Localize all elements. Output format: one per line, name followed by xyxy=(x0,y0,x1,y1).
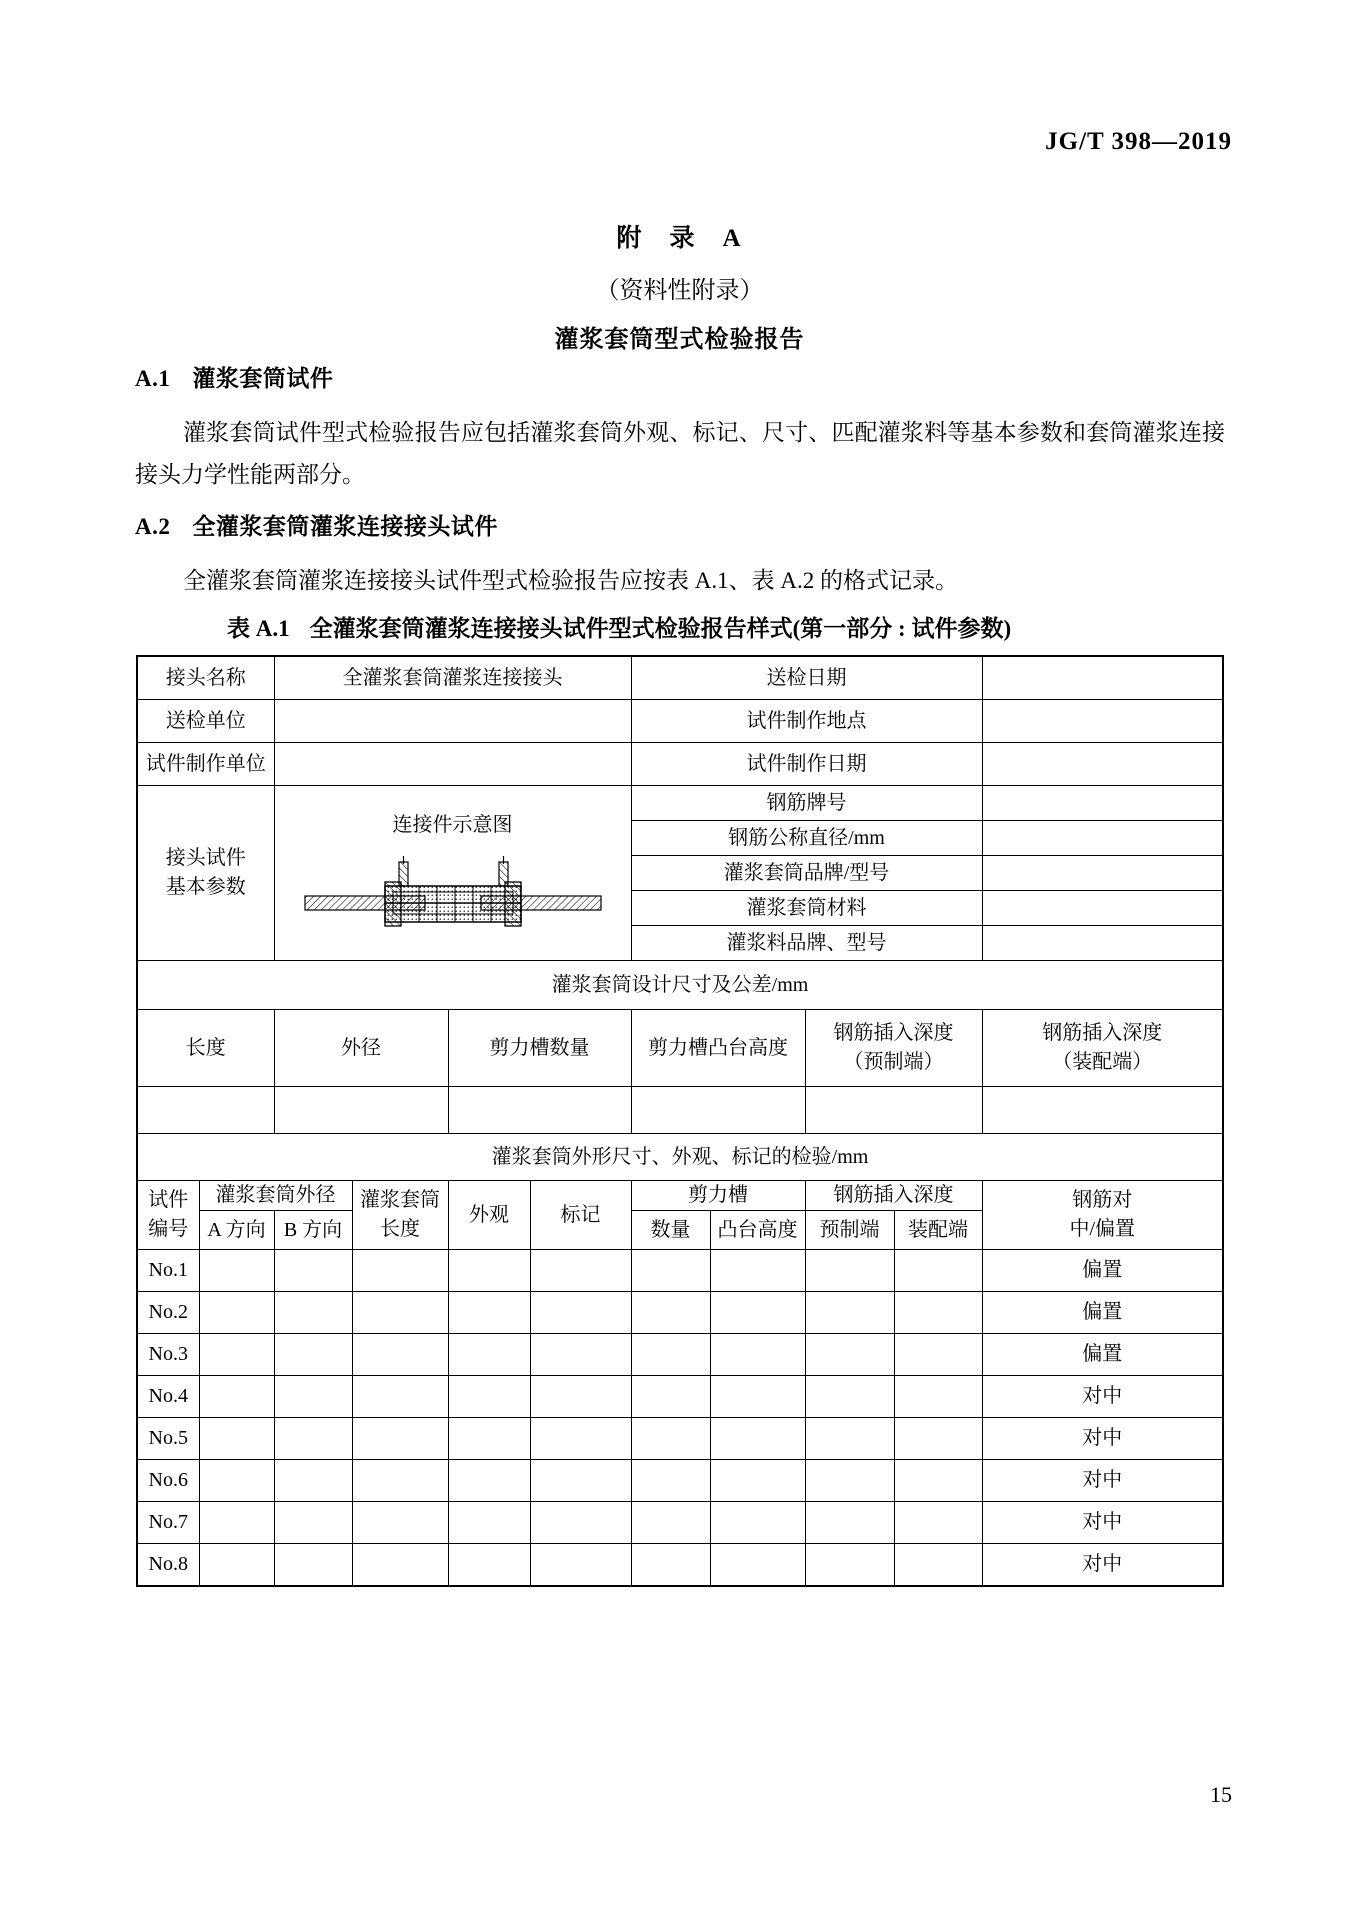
header-insert-depth-precast: 预制端 xyxy=(805,1211,894,1250)
specimen-cell-groove-count[interactable] xyxy=(631,1334,710,1376)
label-sleeve-brand-model: 灌浆套筒品牌/型号 xyxy=(631,856,982,891)
specimen-cell-length[interactable] xyxy=(352,1376,448,1418)
header-design-gc-l1: 剪力槽数量 xyxy=(489,1036,590,1059)
header-design-idp-l1: 钢筋插入深度 xyxy=(833,1022,954,1044)
specimen-cell-assembly[interactable] xyxy=(894,1544,982,1587)
header-design-od-l1: 外径 xyxy=(341,1036,381,1059)
specimen-id: No.2 xyxy=(137,1292,199,1334)
label-rebar-nominal-diameter: 钢筋公称直径/mm xyxy=(631,821,982,856)
page-number: 15 xyxy=(1210,1782,1232,1807)
specimen-cell-od-b[interactable] xyxy=(274,1544,352,1587)
value-fabrication-date[interactable] xyxy=(982,743,1223,786)
specimen-cell-od-a[interactable] xyxy=(199,1544,274,1587)
specimen-cell-groove-count[interactable] xyxy=(631,1292,710,1334)
specimen-cell-assembly[interactable] xyxy=(894,1460,982,1502)
value-submitting-unit[interactable] xyxy=(274,700,631,743)
specimen-cell-groove-height[interactable] xyxy=(710,1376,805,1418)
specimen-cell-groove-height[interactable] xyxy=(710,1334,805,1376)
value-grout-brand-model[interactable] xyxy=(982,926,1223,961)
specimen-cell-od-b[interactable] xyxy=(274,1292,352,1334)
specimen-cell-assembly[interactable] xyxy=(894,1334,982,1376)
specimen-cell-groove-count[interactable] xyxy=(631,1250,710,1292)
specimen-cell-length[interactable] xyxy=(352,1292,448,1334)
header-design-ida-l2: （装配端） xyxy=(1052,1051,1153,1073)
header-shear-groove-count: 数量 xyxy=(631,1211,710,1250)
specimen-cell-od-b[interactable] xyxy=(274,1460,352,1502)
header-outer-diameter-b: B 方向 xyxy=(274,1211,352,1250)
specimen-cell-assembly[interactable] xyxy=(894,1418,982,1460)
specimen-cell-groove-count[interactable] xyxy=(631,1502,710,1544)
specimen-cell-precast[interactable] xyxy=(805,1460,894,1502)
value-fabrication-place[interactable] xyxy=(982,700,1223,743)
label-fabrication-unit: 试件制作单位 xyxy=(137,743,274,786)
specimen-cell-appearance[interactable] xyxy=(448,1376,530,1418)
specimen-cell-groove-count[interactable] xyxy=(631,1544,710,1587)
specimen-cell-alignment: 对中 xyxy=(982,1376,1223,1418)
table-row-specimen xyxy=(137,1250,1223,1292)
specimen-cell-length[interactable] xyxy=(352,1502,448,1544)
specimen-cell-od-a[interactable] xyxy=(199,1250,274,1292)
table-caption-text: 全灌浆套筒灌浆连接接头试件型式检验报告样式(第一部分 : 试件参数) xyxy=(309,616,1012,641)
specimen-id: No.1 xyxy=(137,1250,199,1292)
specimen-rows-body xyxy=(137,1250,1223,1587)
specimen-cell-od-b[interactable] xyxy=(274,1376,352,1418)
specimen-cell-marking[interactable] xyxy=(530,1250,631,1292)
table-row-specimen xyxy=(137,1292,1223,1334)
specimen-cell-groove-height[interactable] xyxy=(710,1460,805,1502)
header-rebar-alignment-l2: 中/偏置 xyxy=(1069,1218,1136,1240)
specimen-cell-appearance[interactable] xyxy=(448,1334,530,1376)
specimen-cell-alignment: 对中 xyxy=(982,1418,1223,1460)
table-caption xyxy=(227,610,1011,643)
header-sleeve-length-l2: 长度 xyxy=(380,1218,420,1240)
header-sleeve-length xyxy=(352,1181,448,1250)
specimen-cell-precast[interactable] xyxy=(805,1418,894,1460)
header-insert-depth-group: 钢筋插入深度 xyxy=(805,1181,982,1211)
table-row-specimen xyxy=(137,1376,1223,1418)
header-outer-diameter-a: A 方向 xyxy=(199,1211,274,1250)
specimen-id: No.6 xyxy=(137,1460,199,1502)
value-sleeve-brand-model[interactable] xyxy=(982,856,1223,891)
header-design-idp-l2: （预制端） xyxy=(843,1051,944,1073)
value-fabrication-unit[interactable] xyxy=(274,743,631,786)
specimen-cell-marking[interactable] xyxy=(530,1376,631,1418)
value-design-outer-diameter[interactable] xyxy=(274,1087,448,1134)
report-form-table xyxy=(136,655,1224,1587)
table-row-specimen xyxy=(137,1502,1223,1544)
value-rebar-nominal-diameter[interactable] xyxy=(982,821,1223,856)
header-sleeve-length-l1: 灌浆套筒 xyxy=(360,1189,440,1211)
header-design-insert-depth-assembly xyxy=(982,1010,1223,1087)
header-specimen-id-l2: 编号 xyxy=(148,1218,189,1240)
specimen-cell-marking[interactable] xyxy=(530,1460,631,1502)
specimen-cell-length[interactable] xyxy=(352,1460,448,1502)
header-design-groove-count xyxy=(448,1010,631,1087)
specimen-cell-alignment: 偏置 xyxy=(982,1334,1223,1376)
header-specimen-id-l1: 试件 xyxy=(148,1189,189,1211)
header-design-length-l1: 长度 xyxy=(185,1036,226,1059)
header-insert-depth-assembly: 装配端 xyxy=(894,1211,982,1250)
annex-title-prefix: 附 xyxy=(616,225,644,252)
header-rebar-alignment-l1: 钢筋对 xyxy=(1072,1189,1133,1211)
specimen-cell-appearance[interactable] xyxy=(448,1418,530,1460)
clause-number-a1: A.1 xyxy=(135,366,171,391)
standard-number-header: JG/T 398—2019 xyxy=(1045,128,1232,155)
specimen-cell-od-a[interactable] xyxy=(199,1292,274,1334)
header-design-groove-height xyxy=(631,1010,805,1087)
table-row-design-values xyxy=(137,1087,1223,1134)
specimen-cell-groove-height[interactable] xyxy=(710,1544,805,1587)
specimen-cell-od-a[interactable] xyxy=(199,1460,274,1502)
specimen-cell-alignment: 偏置 xyxy=(982,1292,1223,1334)
header-design-insert-depth-precast xyxy=(805,1010,982,1087)
header-design-gh-l1: 剪力槽凸台高度 xyxy=(648,1036,788,1059)
specimen-cell-alignment: 偏置 xyxy=(982,1250,1223,1292)
clause-title-a1: 灌浆套筒试件 xyxy=(192,366,334,391)
label-grout-brand-model: 灌浆料品牌、型号 xyxy=(631,926,982,961)
label-basic-params-line1: 接头试件 xyxy=(165,847,246,869)
table-row-specimen xyxy=(137,1334,1223,1376)
specimen-cell-assembly[interactable] xyxy=(894,1376,982,1418)
clause-paragraph-a2: 全灌浆套筒灌浆连接接头试件型式检验报告应按表 A.1、表 A.2 的格式记录。 xyxy=(183,568,958,593)
value-design-insert-depth-precast[interactable] xyxy=(805,1087,982,1134)
header-design-ida-l1: 钢筋插入深度 xyxy=(1042,1022,1163,1044)
specimen-cell-od-a[interactable] xyxy=(199,1334,274,1376)
header-shear-groove-group: 剪力槽 xyxy=(631,1181,805,1211)
label-basic-params xyxy=(137,786,274,961)
table-row-design-band xyxy=(137,961,1223,1010)
header-outer-diameter-group: 灌浆套筒外径 xyxy=(199,1181,352,1211)
label-submission-date: 送检日期 xyxy=(631,656,982,700)
specimen-cell-groove-height[interactable] xyxy=(710,1250,805,1292)
header-shear-groove-height: 凸台高度 xyxy=(710,1211,805,1250)
table-row-basic-param-1 xyxy=(137,786,1223,821)
report-form-table-wrapper xyxy=(136,655,1222,1587)
specimen-cell-alignment: 对中 xyxy=(982,1544,1223,1587)
table-row-specimen xyxy=(137,1418,1223,1460)
value-rebar-grade[interactable] xyxy=(982,786,1223,821)
specimen-id: No.5 xyxy=(137,1418,199,1460)
specimen-cell-assembly[interactable] xyxy=(894,1502,982,1544)
value-joint-name[interactable]: 全灌浆套筒灌浆连接接头 xyxy=(274,656,631,700)
specimen-cell-alignment: 对中 xyxy=(982,1502,1223,1544)
label-submitting-unit: 送检单位 xyxy=(137,700,274,743)
specimen-cell-precast[interactable] xyxy=(805,1544,894,1587)
table-caption-number: 表 A.1 xyxy=(227,616,290,641)
specimen-cell-od-a[interactable] xyxy=(199,1418,274,1460)
specimen-id: No.3 xyxy=(137,1334,199,1376)
specimen-cell-od-b[interactable] xyxy=(274,1418,352,1460)
specimen-cell-groove-height[interactable] xyxy=(710,1502,805,1544)
table-row-inspection-band xyxy=(137,1134,1223,1181)
table-row-specimen xyxy=(137,1544,1223,1587)
specimen-cell-od-a[interactable] xyxy=(199,1502,274,1544)
grouted-sleeve-connector-icon xyxy=(303,850,603,936)
specimen-cell-od-a[interactable] xyxy=(199,1376,274,1418)
specimen-cell-length[interactable] xyxy=(352,1250,448,1292)
specimen-id: No.7 xyxy=(137,1502,199,1544)
header-rebar-alignment xyxy=(982,1181,1223,1250)
annex-title-letter: A xyxy=(722,225,743,252)
annex-report-name: 灌浆套筒型式检验报告 xyxy=(554,327,805,353)
specimen-cell-marking[interactable] xyxy=(530,1544,631,1587)
specimen-cell-precast[interactable] xyxy=(805,1334,894,1376)
specimen-cell-od-b[interactable] xyxy=(274,1502,352,1544)
annex-subtitle: （资料性附录） xyxy=(595,278,764,304)
diagram-caption: 连接件示意图 xyxy=(392,813,513,836)
header-design-outer-diameter xyxy=(274,1010,448,1087)
table-row-design-headers xyxy=(137,1010,1223,1087)
value-submission-date[interactable] xyxy=(982,656,1223,700)
specimen-cell-length[interactable] xyxy=(352,1544,448,1587)
specimen-cell-length[interactable] xyxy=(352,1334,448,1376)
table-row-inspection-header-1 xyxy=(137,1181,1223,1211)
clause-heading-a2 xyxy=(135,508,498,541)
label-fabrication-place: 试件制作地点 xyxy=(631,700,982,743)
specimen-cell-appearance[interactable] xyxy=(448,1544,530,1587)
specimen-cell-alignment: 对中 xyxy=(982,1460,1223,1502)
specimen-cell-precast[interactable] xyxy=(805,1376,894,1418)
label-basic-params-line2: 基本参数 xyxy=(165,876,246,898)
value-design-insert-depth-assembly[interactable] xyxy=(982,1087,1223,1134)
specimen-cell-od-b[interactable] xyxy=(274,1334,352,1376)
label-fabrication-date: 试件制作日期 xyxy=(631,743,982,786)
specimen-cell-length[interactable] xyxy=(352,1418,448,1460)
label-joint-name: 接头名称 xyxy=(137,656,274,700)
value-design-groove-count[interactable] xyxy=(448,1087,631,1134)
specimen-cell-groove-count[interactable] xyxy=(631,1376,710,1418)
specimen-cell-groove-count[interactable] xyxy=(631,1418,710,1460)
label-sleeve-material: 灌浆套筒材料 xyxy=(631,891,982,926)
connector-schematic-cell xyxy=(274,786,631,961)
band-design-dimensions: 灌浆套筒设计尺寸及公差/mm xyxy=(137,961,1223,1010)
annex-title xyxy=(0,218,1359,254)
specimen-cell-marking[interactable] xyxy=(530,1334,631,1376)
specimen-id: No.4 xyxy=(137,1376,199,1418)
specimen-cell-marking[interactable] xyxy=(530,1502,631,1544)
header-specimen-id xyxy=(137,1181,199,1250)
grouted-sleeve-connector-schematic xyxy=(277,850,629,936)
header-marking: 标记 xyxy=(530,1181,631,1250)
specimen-cell-assembly[interactable] xyxy=(894,1250,982,1292)
table-row-specimen xyxy=(137,1460,1223,1502)
table-row-identity-1 xyxy=(137,656,1223,700)
specimen-cell-od-b[interactable] xyxy=(274,1250,352,1292)
specimen-cell-groove-height[interactable] xyxy=(710,1292,805,1334)
label-rebar-grade: 钢筋牌号 xyxy=(631,786,982,821)
specimen-cell-groove-height[interactable] xyxy=(710,1418,805,1460)
band-inspection: 灌浆套筒外形尺寸、外观、标记的检验/mm xyxy=(137,1134,1223,1181)
value-design-length[interactable] xyxy=(137,1087,274,1134)
specimen-cell-appearance[interactable] xyxy=(448,1250,530,1292)
annex-title-mid: 录 xyxy=(669,225,697,252)
clause-heading-a1 xyxy=(135,360,333,393)
specimen-cell-marking[interactable] xyxy=(530,1418,631,1460)
clause-title-a2: 全灌浆套筒灌浆连接接头试件 xyxy=(192,514,498,539)
header-appearance: 外观 xyxy=(448,1181,530,1250)
specimen-cell-appearance[interactable] xyxy=(448,1292,530,1334)
clause-paragraph-a1: 灌浆套筒试件型式检验报告应包括灌浆套筒外观、标记、尺寸、匹配灌浆料等基本参数和套筒灌浆连接接头力学性能两部分。 xyxy=(135,420,1225,487)
value-design-groove-height[interactable] xyxy=(631,1087,805,1134)
specimen-cell-appearance[interactable] xyxy=(448,1502,530,1544)
specimen-id: No.8 xyxy=(137,1544,199,1587)
specimen-cell-assembly[interactable] xyxy=(894,1292,982,1334)
specimen-cell-precast[interactable] xyxy=(805,1292,894,1334)
value-sleeve-material[interactable] xyxy=(982,891,1223,926)
specimen-cell-groove-count[interactable] xyxy=(631,1460,710,1502)
specimen-cell-appearance[interactable] xyxy=(448,1460,530,1502)
annex-heading-block xyxy=(0,218,1359,354)
header-design-length xyxy=(137,1010,274,1087)
clause-number-a2: A.2 xyxy=(135,514,171,539)
specimen-cell-precast[interactable] xyxy=(805,1502,894,1544)
table-row-identity-3 xyxy=(137,743,1223,786)
table-row-identity-2 xyxy=(137,700,1223,743)
specimen-cell-marking[interactable] xyxy=(530,1292,631,1334)
specimen-cell-precast[interactable] xyxy=(805,1250,894,1292)
